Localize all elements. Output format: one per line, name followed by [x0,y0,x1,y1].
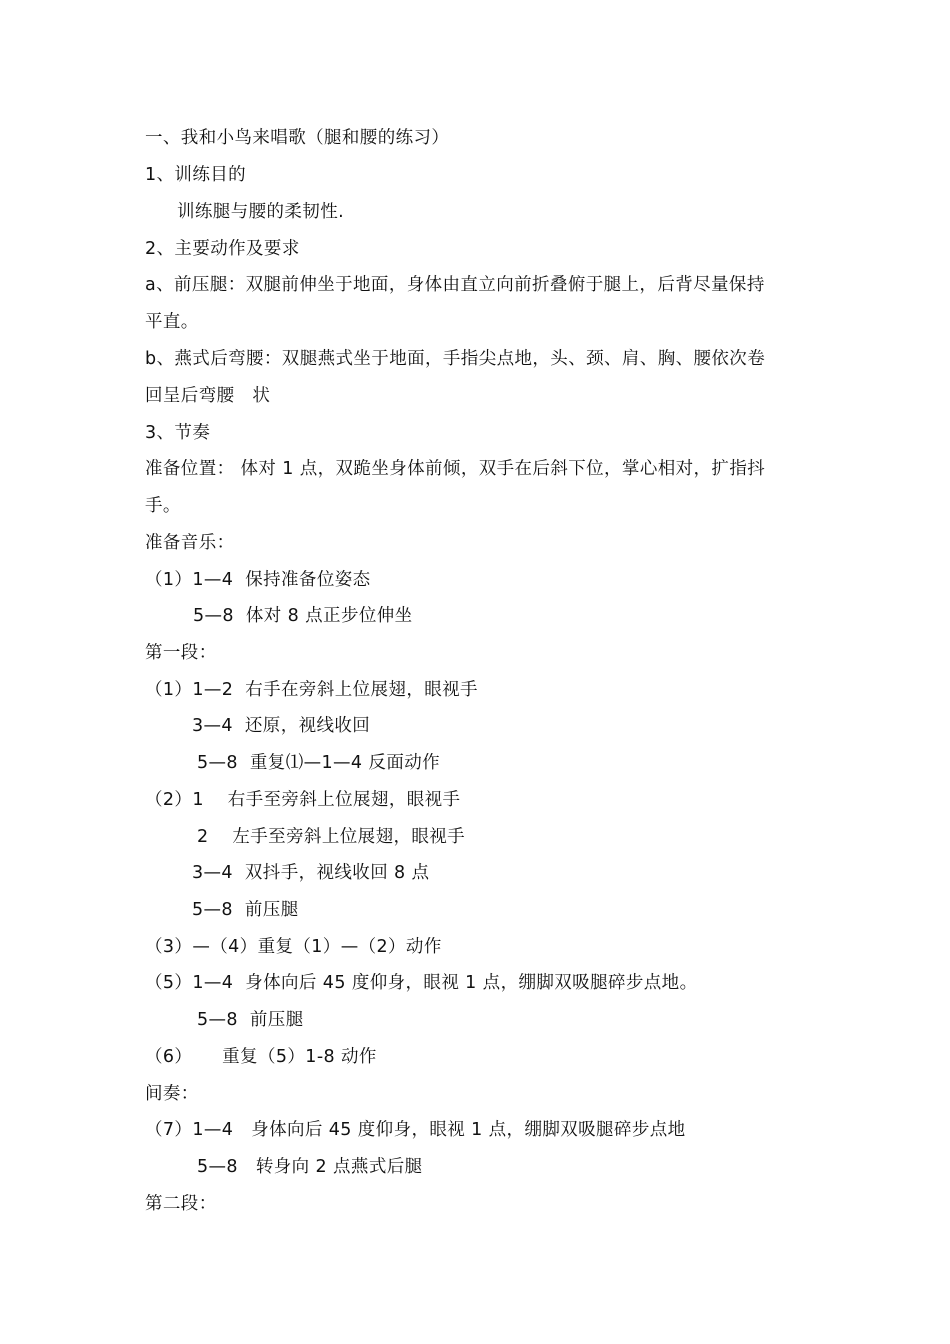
step-line: （6） 重复（5）1-8 动作 [145,1047,377,1067]
step-line: （1）1—4 保持准备位姿态 [145,570,371,590]
section-title: 一、我和小鸟来唱歌（腿和腰的练习） [145,128,450,148]
paragraph-line: b、燕式后弯腰：双腿燕式坐于地面，手指尖点地，头、颈、肩、胸、腰依次卷 [145,349,766,369]
paragraph-line: 回呈后弯腰 状 [145,386,271,406]
step-line: 5—8 转身向 2 点燕式后腿 [197,1157,423,1177]
step-line: 2 左手至旁斜上位展翅，眼视手 [197,827,466,847]
step-line: （2）1 右手至旁斜上位展翅，眼视手 [145,790,461,810]
step-line: 5—8 前压腿 [197,1010,304,1030]
subheading: 第二段： [145,1194,217,1214]
paragraph-line: 手。 [145,496,181,516]
subheading: 准备音乐： [145,533,235,553]
subheading: 第一段： [145,643,217,663]
heading-rhythm: 3、节奏 [145,423,211,443]
step-line: （5）1—4 身体向后 45 度仰身，眼视 1 点，绷脚双吸腿碎步点地。 [145,973,698,993]
step-line: 5—8 重复⑴—1—4 反面动作 [197,753,441,773]
paragraph-line: a、前压腿：双腿前伸坐于地面，身体由直立向前折叠俯于腿上，后背尽量保持 [145,275,765,295]
step-line: 3—4 双抖手，视线收回 8 点 [192,863,430,883]
step-line: 5—8 体对 8 点正步位伸坐 [193,606,413,626]
step-line: 3—4 还原，视线收回 [192,716,371,736]
step-line: （7）1—4 身体向后 45 度仰身，眼视 1 点，绷脚双吸腿碎步点地 [145,1120,686,1140]
heading-main-actions: 2、主要动作及要求 [145,239,300,259]
step-line: （1）1—2 右手在旁斜上位展翅，眼视手 [145,680,478,700]
paragraph-line: 训练腿与腰的柔韧性. [177,202,345,222]
heading-training-goal: 1、训练目的 [145,165,247,185]
paragraph-line: 平直。 [145,312,199,332]
subheading: 间奏： [145,1084,199,1104]
step-line: 5—8 前压腿 [192,900,299,920]
step-line: （3）—（4）重复（1）—（2）动作 [145,937,442,957]
paragraph-line: 准备位置： 体对 1 点，双跪坐身体前倾，双手在后斜下位，掌心相对，扩指抖 [145,459,766,479]
